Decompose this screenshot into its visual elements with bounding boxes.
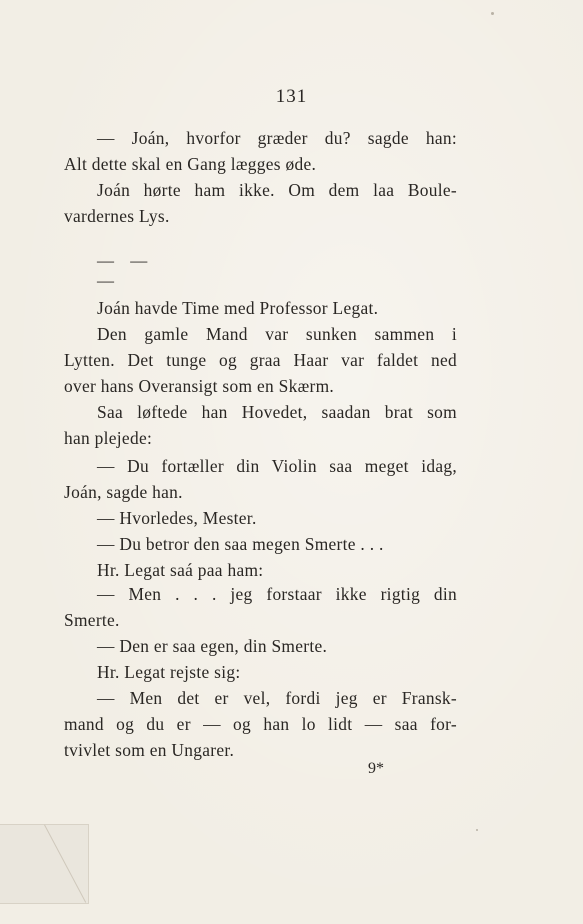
text-line: Joán hørte ham ikke. Om dem laa Boule-	[97, 180, 457, 200]
text-line: Saa løftede han Hovedet, saadan brat som	[97, 402, 457, 422]
signature-mark: 9*	[368, 760, 384, 777]
text-line: Hr. Legat saá paa ham:	[97, 560, 264, 580]
text-line: — Den er saa egen, din Smerte.	[97, 636, 328, 656]
text-line: — Du fortæller din Violin saa meget idag,	[97, 456, 457, 476]
text-line: han plejede:	[64, 428, 153, 448]
text-line: Alt dette skal en Gang lægges øde.	[64, 154, 317, 174]
text-line: — Du betror den saa megen Smerte . . .	[97, 534, 384, 554]
text-line: Hr. Legat rejste sig:	[97, 662, 241, 682]
text-line: — Joán, hvorfor græder du? sagde han:	[97, 128, 457, 148]
text-line: Joán havde Time med Professor Legat.	[97, 298, 379, 318]
text-line: Smerte.	[64, 610, 120, 630]
text-line: Joán, sagde han.	[64, 482, 183, 502]
text-line: over hans Overansigt som en Skærm.	[64, 376, 335, 396]
text-line: mand og du er — og han lo lidt — saa for-	[64, 714, 457, 734]
page-shadow-artifact	[0, 824, 89, 904]
text-line: — Hvorledes, Mester.	[97, 508, 257, 528]
text-line: — Men . . . jeg forstaar ikke rigtig din	[97, 584, 457, 604]
paper-speck	[491, 12, 494, 15]
text-line: vardernes Lys.	[64, 206, 170, 226]
paper-speck	[476, 829, 478, 831]
text-line: Lytten. Det tunge og graa Haar var faldet ned	[64, 350, 457, 370]
text-line: Den gamle Mand var sunken sammen i	[97, 324, 457, 344]
section-separator: — — —	[97, 251, 154, 290]
page-number: 131	[275, 86, 308, 107]
text-line: — Men det er vel, fordi jeg er Fransk-	[97, 688, 457, 708]
scan-artifact-line	[44, 825, 86, 903]
text-line: tvivlet som en Ungarer.	[64, 740, 235, 760]
